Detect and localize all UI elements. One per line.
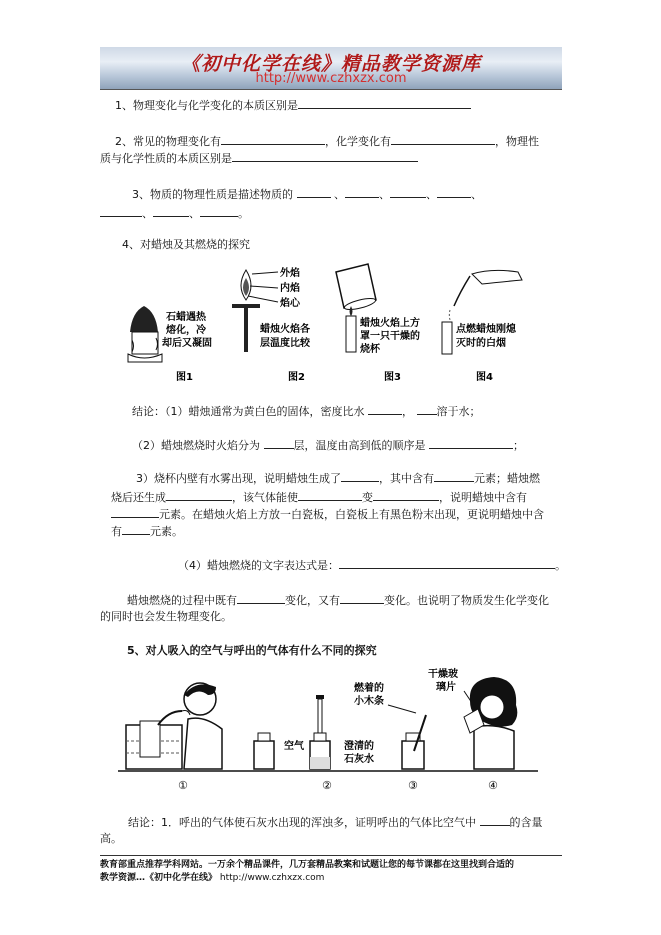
fig5-3-burning-stick — [388, 705, 426, 769]
footer-line-1: 教育部重点推荐学科网站。一万余个精品课件，几万套精品教案和试题让您的每节课都在这里找到合适的 — [100, 860, 515, 870]
q4-text: 元素；蜡烛燃 — [474, 472, 540, 485]
label-glass-line: 干燥玻 — [428, 669, 458, 680]
footer-url[interactable]: http://www.czhxzx.com — [219, 873, 325, 883]
q4-text: （4）蜡烛燃烧的文字表达式是： — [178, 559, 339, 572]
q4-conclusion-3-line4 — [111, 523, 183, 539]
q4-text: ， — [402, 405, 413, 418]
blank — [264, 437, 294, 449]
blank — [298, 97, 471, 109]
fig1-label-line: 却后又凝固 — [162, 338, 212, 349]
blank — [232, 150, 418, 162]
header-banner — [100, 47, 562, 89]
blank — [368, 403, 402, 415]
figure-caption-2: ② — [322, 779, 332, 792]
q5-text: 的含量 — [509, 816, 543, 829]
flame-label-inner: 内焰 — [280, 283, 300, 294]
q4-text: 有 — [111, 525, 122, 538]
q4-text: ，说明蜡烛中含有 — [439, 491, 527, 504]
label-glass-line: 璃片 — [436, 682, 456, 693]
q3-sep: 、 — [426, 188, 437, 201]
q5-conclusion-line1 — [128, 814, 543, 830]
fig3-label-line: 罩一只干燥的 — [360, 331, 420, 342]
q2-text: ，物理性 — [495, 135, 539, 148]
fig5-4-girl-breathing-on-glass — [464, 677, 517, 769]
q5-conclusion-line2: 高。 — [100, 832, 122, 845]
q2-text: ，化学变化有 — [325, 135, 391, 148]
q4-conclusion-3-line2 — [111, 489, 527, 505]
question-2-line2 — [100, 150, 418, 166]
blank — [345, 186, 379, 198]
blank — [122, 523, 150, 535]
footer-text: 教学资源…《初中化学在线》 — [100, 873, 218, 883]
q1-text: 1、物理变化与化学变化的本质区别是 — [115, 99, 298, 112]
fig2-label-line: 蜡烛火焰各 — [260, 324, 310, 335]
label-limewater-line: 澄清的 — [344, 741, 374, 752]
q4-conclusion-5-line1 — [127, 592, 549, 608]
q4-text: 。 — [555, 559, 566, 572]
q4-conclusion-5-line2: 的同时也会发生物理变化。 — [100, 610, 232, 623]
blank — [340, 592, 384, 604]
q4-conclusion-1 — [132, 403, 481, 419]
q2-text: 2、常见的物理变化有 — [115, 135, 221, 148]
blank — [437, 186, 471, 198]
banner-url[interactable]: http://www.czhxzx.com — [255, 71, 407, 86]
breath-experiment-figure — [118, 665, 538, 795]
blank — [298, 489, 362, 501]
q4-text: 变化。也说明了物质发生化学变化 — [384, 594, 549, 607]
figure-caption-4: ④ — [488, 779, 498, 792]
blank — [297, 186, 331, 198]
q4-text: 3）烧杯内壁有水雾出现，说明蜡烛生成了 — [136, 472, 341, 485]
label-stick-line: 燃着的 — [354, 683, 384, 694]
q3-sep: 、 — [334, 188, 345, 201]
fig5-2-air-bottle — [254, 733, 305, 769]
flame-label-core: 焰心 — [280, 298, 300, 309]
candle-experiment-figure — [120, 262, 540, 386]
figure-caption-4: 图4 — [476, 372, 493, 383]
q4-text: 结论：（1）蜡烛通常为黄白色的固体，密度比水 — [132, 405, 365, 418]
blank — [390, 186, 426, 198]
question-1 — [115, 97, 471, 113]
q4-text: ，其中含有 — [379, 472, 434, 485]
figure-caption-3: ③ — [408, 779, 418, 792]
fig1-label-line: 熔化，冷 — [166, 325, 206, 336]
q3-sep: 、 — [379, 188, 390, 201]
flame-label-outer: 外焰 — [280, 268, 300, 279]
q4-text: 烧后还生成 — [111, 491, 166, 504]
fig3-label-line: 蜡烛火焰上方 — [360, 318, 420, 329]
blank — [166, 489, 232, 501]
blank — [339, 557, 555, 569]
figure-caption-3: 图3 — [384, 372, 401, 383]
q3-sep: 、 — [189, 207, 200, 220]
blank — [221, 133, 325, 145]
q4-conclusion-3-line3 — [111, 506, 544, 522]
q4-text: 层，温度由高到低的顺序是 — [293, 439, 426, 452]
figure-caption-2: 图2 — [288, 372, 305, 383]
blank — [429, 437, 513, 449]
blank — [100, 205, 142, 217]
q3-period: 。 — [238, 207, 249, 220]
label-limewater-line: 石灰水 — [344, 754, 374, 765]
blank — [200, 205, 238, 217]
q2-text: 质与化学性质的本质区别是 — [100, 152, 232, 165]
q3-text: 3、物质的物理性质是描述物质的 — [132, 188, 293, 201]
blank — [434, 470, 474, 482]
blank — [237, 592, 285, 604]
fig1-label-line: 石蜡遇热 — [166, 312, 206, 323]
q4-text: 蜡烛燃烧的过程中既有 — [127, 594, 237, 607]
q4-text: ； — [513, 439, 524, 452]
q4-text: 变 — [362, 491, 373, 504]
blank — [417, 403, 437, 415]
fig5-2-limewater-bottle — [310, 695, 330, 769]
q4-text: 元素。 — [150, 525, 183, 538]
q4-text: 元素。在蜡烛火焰上方放一白瓷板，白瓷板上有黑色粉末出现，更说明蜡烛中含 — [159, 508, 544, 521]
footer-line-2 — [100, 872, 324, 884]
q4-text: 溶于水； — [436, 405, 481, 418]
question-4-title: 4、对蜡烛及其燃烧的探究 — [122, 238, 250, 251]
q4-conclusion-2 — [132, 437, 524, 453]
q4-text: ，该气体能使 — [232, 491, 298, 504]
fig3-label-line: 烧杯 — [360, 344, 380, 355]
question-2-line1 — [115, 133, 539, 149]
fig5-1-person-blowing — [126, 683, 222, 769]
blank — [111, 506, 159, 518]
footer-divider — [100, 855, 562, 856]
label-air: 空气 — [284, 741, 304, 752]
blank — [341, 470, 379, 482]
blank — [153, 205, 189, 217]
figure-caption-1: ① — [178, 779, 188, 792]
q3-sep: 、 — [471, 188, 482, 201]
fig2-label-line: 层温度比较 — [260, 338, 310, 349]
fig1-candle-melting — [128, 306, 162, 362]
q4-text: 变化，又有 — [285, 594, 340, 607]
header-divider — [100, 89, 562, 90]
fig4-label-line: 点燃蜡烛刚熄 — [456, 324, 516, 335]
figure-caption-1: 图1 — [176, 372, 193, 383]
blank — [480, 814, 510, 826]
question-5-title: 5、对人吸入的空气与呼出的气体有什么不同的探究 — [127, 644, 377, 657]
question-3-line2 — [100, 205, 249, 221]
q3-sep: 、 — [142, 207, 153, 220]
question-3-line1 — [132, 186, 482, 202]
q5-text: 结论：1．呼出的气体使石灰水出现的浑浊多，证明呼出的气体比空气中 — [128, 816, 476, 829]
q4-conclusion-4 — [178, 557, 566, 573]
q4-conclusion-3-line1 — [136, 470, 540, 486]
label-stick-line: 小木条 — [354, 696, 384, 707]
fig4-label-line: 灭时的白烟 — [456, 338, 506, 349]
blank — [391, 133, 495, 145]
q4-text: （2）蜡烛燃烧时火焰分为 — [132, 439, 260, 452]
banner-title: 《初中化学在线》精品教学资源库 — [180, 53, 481, 75]
blank — [373, 489, 439, 501]
